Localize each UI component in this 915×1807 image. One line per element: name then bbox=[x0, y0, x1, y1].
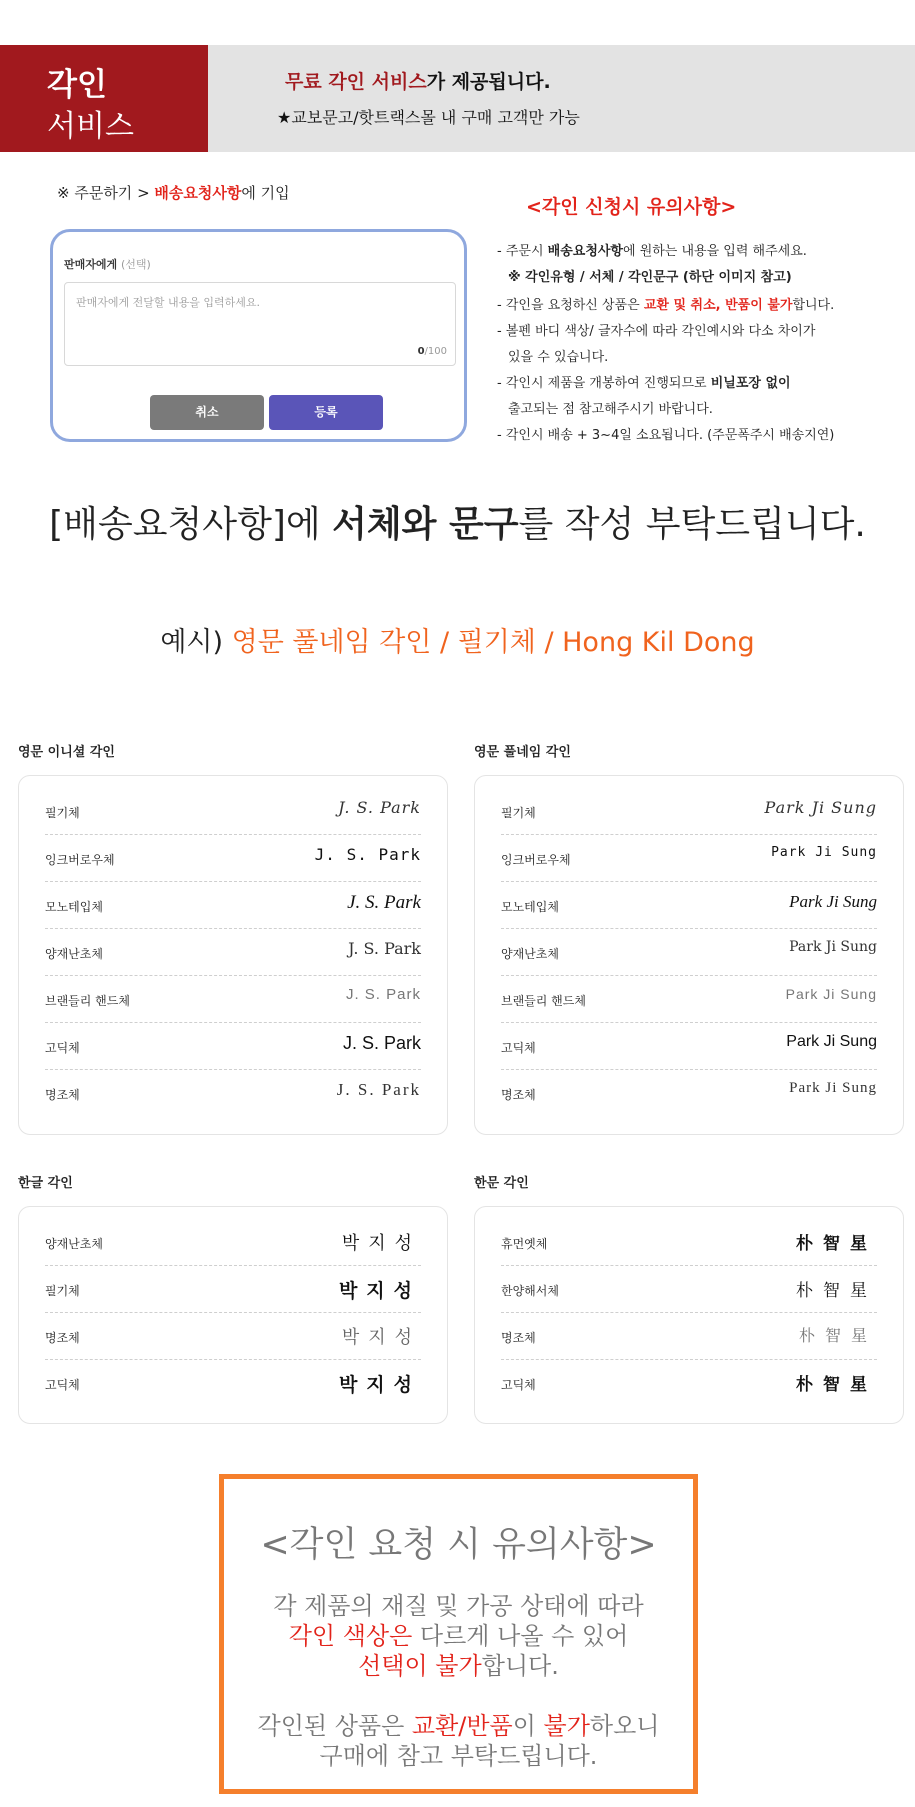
caution-p1-line2 bbox=[224, 1621, 693, 1651]
font-name: 잉크버로우체 bbox=[45, 853, 115, 867]
brand-title-line1: 각인 bbox=[47, 67, 107, 103]
font-name: 명조체 bbox=[45, 1331, 80, 1345]
form-label-optional: (선택) bbox=[120, 258, 151, 271]
caution-p1-line3 bbox=[224, 1651, 693, 1681]
font-row bbox=[45, 1023, 421, 1070]
char-count-max: /100 bbox=[424, 346, 447, 357]
hanja-panel bbox=[474, 1206, 904, 1424]
font-name: 필기체 bbox=[45, 806, 80, 820]
caution-color-rest: 다르게 나올 수 있어 bbox=[412, 1622, 629, 1650]
service-header bbox=[0, 45, 915, 152]
headline-part-c: 를 작성 부탁드립니다. bbox=[518, 504, 866, 545]
brand-title-line2: 서비스 bbox=[47, 109, 134, 144]
font-name: 필기체 bbox=[45, 1284, 80, 1298]
font-sample: Park Ji Sung bbox=[771, 845, 877, 860]
caution-title: <각인 요청 시 유의사항> bbox=[260, 1525, 657, 1565]
note-1 bbox=[497, 240, 807, 259]
note-3-b: 교환 및 취소, 반품이 불가 bbox=[643, 298, 793, 313]
header-headline bbox=[285, 67, 551, 94]
font-sample: Park Ji Sung bbox=[789, 1080, 877, 1096]
font-sample: J. S. Park bbox=[348, 939, 421, 958]
font-sample: J. S. Park bbox=[347, 892, 421, 913]
caution-p2-line1 bbox=[224, 1711, 693, 1741]
font-name: 브랜들리 핸드체 bbox=[45, 994, 130, 1008]
font-sample: Park Ji Sung bbox=[786, 1033, 877, 1050]
font-row bbox=[45, 835, 421, 882]
seller-message-textarea[interactable] bbox=[64, 282, 456, 366]
caution-select-red: 선택이 불가 bbox=[358, 1652, 482, 1680]
font-sample: 박지성 bbox=[341, 1233, 421, 1254]
note-2 bbox=[508, 266, 792, 285]
font-row bbox=[501, 882, 877, 929]
step-highlight: 배송요청사항 bbox=[154, 184, 242, 202]
font-sample: 朴智星 bbox=[796, 1375, 877, 1395]
caution-p2-e: 하오니 bbox=[589, 1712, 660, 1740]
font-row bbox=[45, 1219, 421, 1266]
step-suffix: 에 기입 bbox=[241, 184, 290, 202]
font-name: 고딕체 bbox=[501, 1378, 536, 1392]
caution-box bbox=[219, 1474, 698, 1794]
font-name: 고딕체 bbox=[45, 1041, 80, 1055]
font-sample: Park Ji Sung bbox=[789, 892, 877, 911]
font-row bbox=[45, 882, 421, 929]
char-count-current: 0 bbox=[417, 346, 425, 357]
brand-block bbox=[0, 45, 208, 152]
headline-part-a: [배송요청사항]에 bbox=[49, 504, 333, 545]
headline-free-service: 무료 각인 서비스 bbox=[285, 71, 427, 93]
font-row bbox=[501, 1023, 877, 1070]
font-row bbox=[501, 929, 877, 976]
example-line bbox=[0, 620, 915, 659]
font-row bbox=[501, 788, 877, 835]
font-sample: J. S. Park bbox=[338, 798, 421, 817]
submit-button[interactable]: 등록 bbox=[269, 395, 383, 430]
font-row bbox=[45, 1266, 421, 1313]
form-label bbox=[64, 256, 151, 272]
font-row bbox=[501, 976, 877, 1023]
hanja-section-title: 한문 각인 bbox=[474, 1176, 529, 1191]
font-sample: 박지성 bbox=[338, 1374, 421, 1396]
notes-title: <각인 신청시 유의사항> bbox=[526, 196, 737, 218]
font-row bbox=[501, 1360, 877, 1407]
char-counter bbox=[418, 346, 447, 357]
font-sample: Park Ji Sung bbox=[789, 939, 877, 955]
font-sample: Park Ji Sung bbox=[785, 986, 877, 1002]
font-name: 명조체 bbox=[45, 1088, 80, 1102]
font-row bbox=[45, 788, 421, 835]
font-row bbox=[501, 835, 877, 882]
note-1-a: - 주문시 bbox=[497, 244, 548, 259]
note-5-a: - 각인시 제품을 개봉하여 진행되므로 bbox=[497, 376, 711, 391]
font-sample: 박지성 bbox=[341, 1327, 421, 1348]
caution-p2-a: 각인된 상품은 bbox=[257, 1712, 412, 1740]
fullname-panel bbox=[474, 775, 904, 1135]
note-4-line2: 있을 수 있습니다. bbox=[508, 350, 609, 365]
caution-p2-d: 불가 bbox=[543, 1712, 590, 1740]
note-3 bbox=[497, 294, 834, 313]
initials-panel bbox=[18, 775, 448, 1135]
font-name: 한양해서체 bbox=[501, 1284, 559, 1298]
textarea-placeholder: 판매자에게 전달할 내용을 입력하세요. bbox=[76, 296, 261, 309]
font-row bbox=[501, 1266, 877, 1313]
font-name: 필기체 bbox=[501, 806, 536, 820]
note-3-a: - 각인을 요청하신 상품은 bbox=[497, 298, 644, 313]
note-1-c: 에 원하는 내용을 입력 해주세요. bbox=[623, 244, 807, 259]
font-name: 모노테입체 bbox=[45, 900, 103, 914]
form-label-text: 판매자에게 bbox=[64, 258, 118, 271]
font-sample: 朴智星 bbox=[796, 1281, 877, 1301]
caution-p2-b: 교환/반품 bbox=[411, 1712, 513, 1740]
font-row bbox=[501, 1070, 877, 1117]
font-name: 양재난초체 bbox=[45, 1237, 103, 1251]
font-sample: J. S. Park bbox=[342, 1033, 421, 1053]
note-4-line1: - 볼펜 바디 색상/ 글자수에 따라 각인예시와 다소 차이가 bbox=[497, 324, 816, 339]
font-name: 잉크버로우체 bbox=[501, 853, 571, 867]
font-sample: J. S. Park bbox=[336, 1080, 421, 1099]
font-name: 양재난초체 bbox=[501, 947, 559, 961]
note-5-line2: 출고되는 점 참고해주시기 바랍니다. bbox=[508, 402, 713, 417]
example-prefix: 예시) bbox=[160, 627, 232, 658]
font-sample: Park Ji Sung bbox=[764, 798, 877, 817]
font-sample: 朴智星 bbox=[796, 1234, 877, 1254]
hangul-section-title: 한글 각인 bbox=[18, 1176, 73, 1191]
font-row bbox=[45, 976, 421, 1023]
font-sample: J. S. Park bbox=[314, 845, 421, 864]
font-name: 고딕체 bbox=[45, 1378, 80, 1392]
note-1-b: 배송요청사항 bbox=[547, 244, 623, 259]
font-sample: 朴智星 bbox=[798, 1326, 877, 1345]
note-3-c: 합니다. bbox=[792, 298, 835, 313]
example-value: 영문 풀네임 각인 / 필기체 / Hong Kil Dong bbox=[231, 627, 755, 658]
note-6: - 각인시 배송 + 3~4일 소요됩니다. (주문폭주시 배송지연) bbox=[497, 428, 835, 443]
font-name: 휴먼옛체 bbox=[501, 1237, 548, 1251]
font-row bbox=[501, 1313, 877, 1360]
fullname-section-title: 영문 풀네임 각인 bbox=[474, 745, 571, 760]
font-name: 브랜들리 핸드체 bbox=[501, 994, 586, 1008]
font-name: 양재난초체 bbox=[45, 947, 103, 961]
note-2-text: ※ 각인유형 / 서체 / 각인문구 (하단 이미지 참고) bbox=[508, 270, 792, 285]
font-name: 모노테입체 bbox=[501, 900, 559, 914]
font-row bbox=[45, 1070, 421, 1117]
header-subline: ★교보문고/핫트랙스몰 내 구매 고객만 가능 bbox=[277, 108, 580, 127]
initials-section-title: 영문 이니셜 각인 bbox=[18, 745, 115, 760]
seller-request-form bbox=[50, 229, 467, 442]
font-row bbox=[501, 1219, 877, 1266]
font-row bbox=[45, 1360, 421, 1407]
headline-part-b: 서체와 문구 bbox=[332, 504, 519, 545]
step-prefix: ※ 주문하기 > bbox=[57, 184, 155, 202]
cancel-button[interactable]: 취소 bbox=[150, 395, 264, 430]
font-name: 고딕체 bbox=[501, 1041, 536, 1055]
caution-p2-c: 이 bbox=[512, 1712, 544, 1740]
font-name: 명조체 bbox=[501, 1088, 536, 1102]
font-sample: J. S. Park bbox=[345, 986, 421, 1003]
font-name: 명조체 bbox=[501, 1331, 536, 1345]
headline-rest: 가 제공됩니다. bbox=[426, 71, 551, 93]
caution-p1-line1: 각 제품의 재질 및 가공 상태에 따라 bbox=[273, 1592, 644, 1620]
note-5-b: 비닐포장 없이 bbox=[710, 376, 791, 391]
caution-select-rest: 합니다. bbox=[481, 1652, 559, 1680]
font-sample: 박지성 bbox=[338, 1280, 421, 1302]
font-row bbox=[45, 929, 421, 976]
font-row bbox=[45, 1313, 421, 1360]
caution-color-red: 각인 색상은 bbox=[288, 1622, 413, 1650]
caution-p2-line2: 구매에 참고 부탁드립니다. bbox=[319, 1742, 598, 1770]
hangul-panel bbox=[18, 1206, 448, 1424]
note-5-line1 bbox=[497, 372, 791, 391]
main-headline bbox=[0, 496, 915, 547]
order-step bbox=[57, 182, 290, 203]
